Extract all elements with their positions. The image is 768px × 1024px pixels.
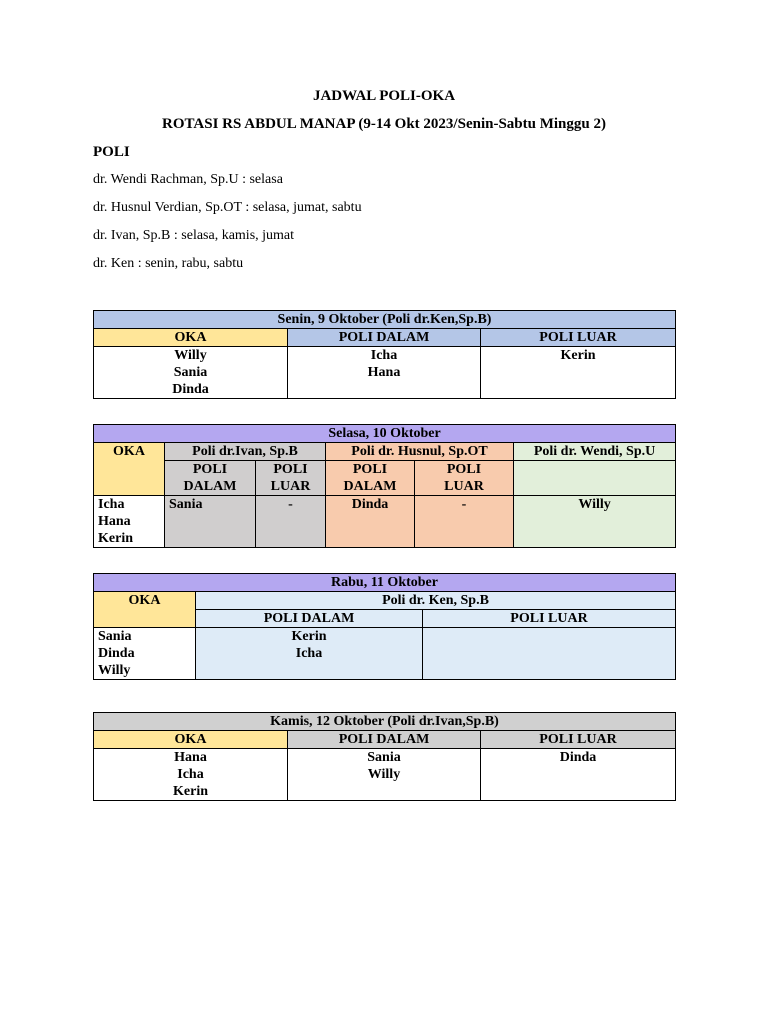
selasa-husnul-luar-header bbox=[415, 461, 514, 496]
selasa-wendi-value: Willy bbox=[514, 496, 676, 548]
doctor-line: dr. Wendi Rachman, Sp.U : selasa bbox=[93, 172, 283, 187]
name: Kerin bbox=[173, 784, 208, 799]
name: Dinda bbox=[559, 750, 597, 765]
name: Hana bbox=[174, 750, 207, 765]
doctor-line: dr. Ivan, Sp.B : selasa, kamis, jumat bbox=[93, 228, 295, 243]
doctor-line: dr. Husnul Verdian, Sp.OT : selasa, jumat, sabtu bbox=[93, 200, 362, 215]
name: Sania bbox=[98, 629, 132, 644]
kamis-table bbox=[93, 712, 676, 801]
senin-table bbox=[93, 310, 676, 399]
kamis-dalam-header: POLI DALAM bbox=[288, 731, 481, 749]
senin-title: Senin, 9 Oktober (Poli dr.Ken,Sp.B) bbox=[94, 311, 676, 329]
rabu-oka-names bbox=[94, 628, 196, 680]
selasa-ivan-dalam: Sania bbox=[165, 496, 256, 548]
senin-oka-names bbox=[94, 347, 288, 399]
name: Kerin bbox=[291, 629, 327, 644]
selasa-wendi-header: Poli dr. Wendi, Sp.U bbox=[514, 443, 676, 461]
senin-dalam-header: POLI DALAM bbox=[288, 329, 481, 347]
name: Dinda bbox=[172, 382, 209, 397]
rabu-luar-names bbox=[423, 628, 676, 680]
name: Kerin bbox=[98, 531, 133, 546]
senin-luar-header: POLI LUAR bbox=[481, 329, 676, 347]
senin-oka-header: OKA bbox=[94, 329, 288, 347]
rabu-dalam-names bbox=[196, 628, 423, 680]
selasa-husnul-dalam: Dinda bbox=[326, 496, 415, 548]
label: POLI bbox=[352, 462, 388, 477]
name: Willy bbox=[367, 767, 401, 782]
selasa-ivan-dalam-header bbox=[165, 461, 256, 496]
rabu-oka-header: OKA bbox=[94, 592, 196, 628]
section-heading: POLI bbox=[93, 144, 130, 160]
name: Icha bbox=[295, 646, 323, 661]
name: Hana bbox=[367, 365, 401, 380]
page-title: JADWAL POLI-OKA bbox=[312, 88, 456, 104]
selasa-husnul-dalam-header bbox=[326, 461, 415, 496]
name: Icha bbox=[177, 767, 204, 782]
name: Hana bbox=[98, 514, 131, 529]
rabu-table bbox=[93, 573, 676, 680]
name: Icha bbox=[370, 348, 398, 363]
selasa-ivan-header: Poli dr.Ivan, Sp.B bbox=[165, 443, 326, 461]
selasa-oka-names bbox=[94, 496, 165, 548]
selasa-ivan-luar-header bbox=[256, 461, 326, 496]
rabu-title: Rabu, 11 Oktober bbox=[94, 574, 676, 592]
rabu-poli-header: Poli dr. Ken, Sp.B bbox=[196, 592, 676, 610]
kamis-oka-header: OKA bbox=[94, 731, 288, 749]
name: Willy bbox=[174, 348, 207, 363]
selasa-ivan-luar: - bbox=[256, 496, 326, 548]
name: Icha bbox=[98, 497, 125, 512]
rabu-luar-header: POLI LUAR bbox=[423, 610, 676, 628]
name: Dinda bbox=[98, 646, 135, 661]
label: POLI bbox=[273, 462, 308, 477]
label: LUAR bbox=[270, 479, 311, 494]
kamis-title: Kamis, 12 Oktober (Poli dr.Ivan,Sp.B) bbox=[94, 713, 676, 731]
selasa-oka-header: OKA bbox=[94, 443, 165, 496]
label: POLI bbox=[446, 462, 482, 477]
kamis-luar-names bbox=[481, 749, 676, 801]
label: DALAM bbox=[343, 479, 397, 494]
kamis-oka-names bbox=[94, 749, 288, 801]
name: Sania bbox=[173, 365, 208, 380]
page-subtitle: ROTASI RS ABDUL MANAP (9-14 Okt 2023/Senin-Sabtu Minggu 2) bbox=[162, 116, 606, 132]
senin-dalam-names bbox=[288, 347, 481, 399]
doctor-line: dr. Ken : senin, rabu, sabtu bbox=[93, 256, 244, 271]
kamis-dalam-names bbox=[288, 749, 481, 801]
selasa-title: Selasa, 10 Oktober bbox=[94, 425, 676, 443]
selasa-wendi-subheader bbox=[514, 461, 676, 496]
rabu-dalam-header: POLI DALAM bbox=[196, 610, 423, 628]
name: Kerin bbox=[560, 348, 596, 363]
label: POLI bbox=[192, 462, 228, 477]
selasa-table bbox=[93, 424, 676, 548]
kamis-luar-header: POLI LUAR bbox=[481, 731, 676, 749]
senin-luar-names bbox=[481, 347, 676, 399]
label: DALAM bbox=[183, 479, 237, 494]
name: Sania bbox=[367, 750, 401, 765]
selasa-husnul-luar: - bbox=[415, 496, 514, 548]
label: LUAR bbox=[444, 479, 484, 494]
name: Willy bbox=[98, 663, 131, 678]
selasa-husnul-header: Poli dr. Husnul, Sp.OT bbox=[326, 443, 514, 461]
